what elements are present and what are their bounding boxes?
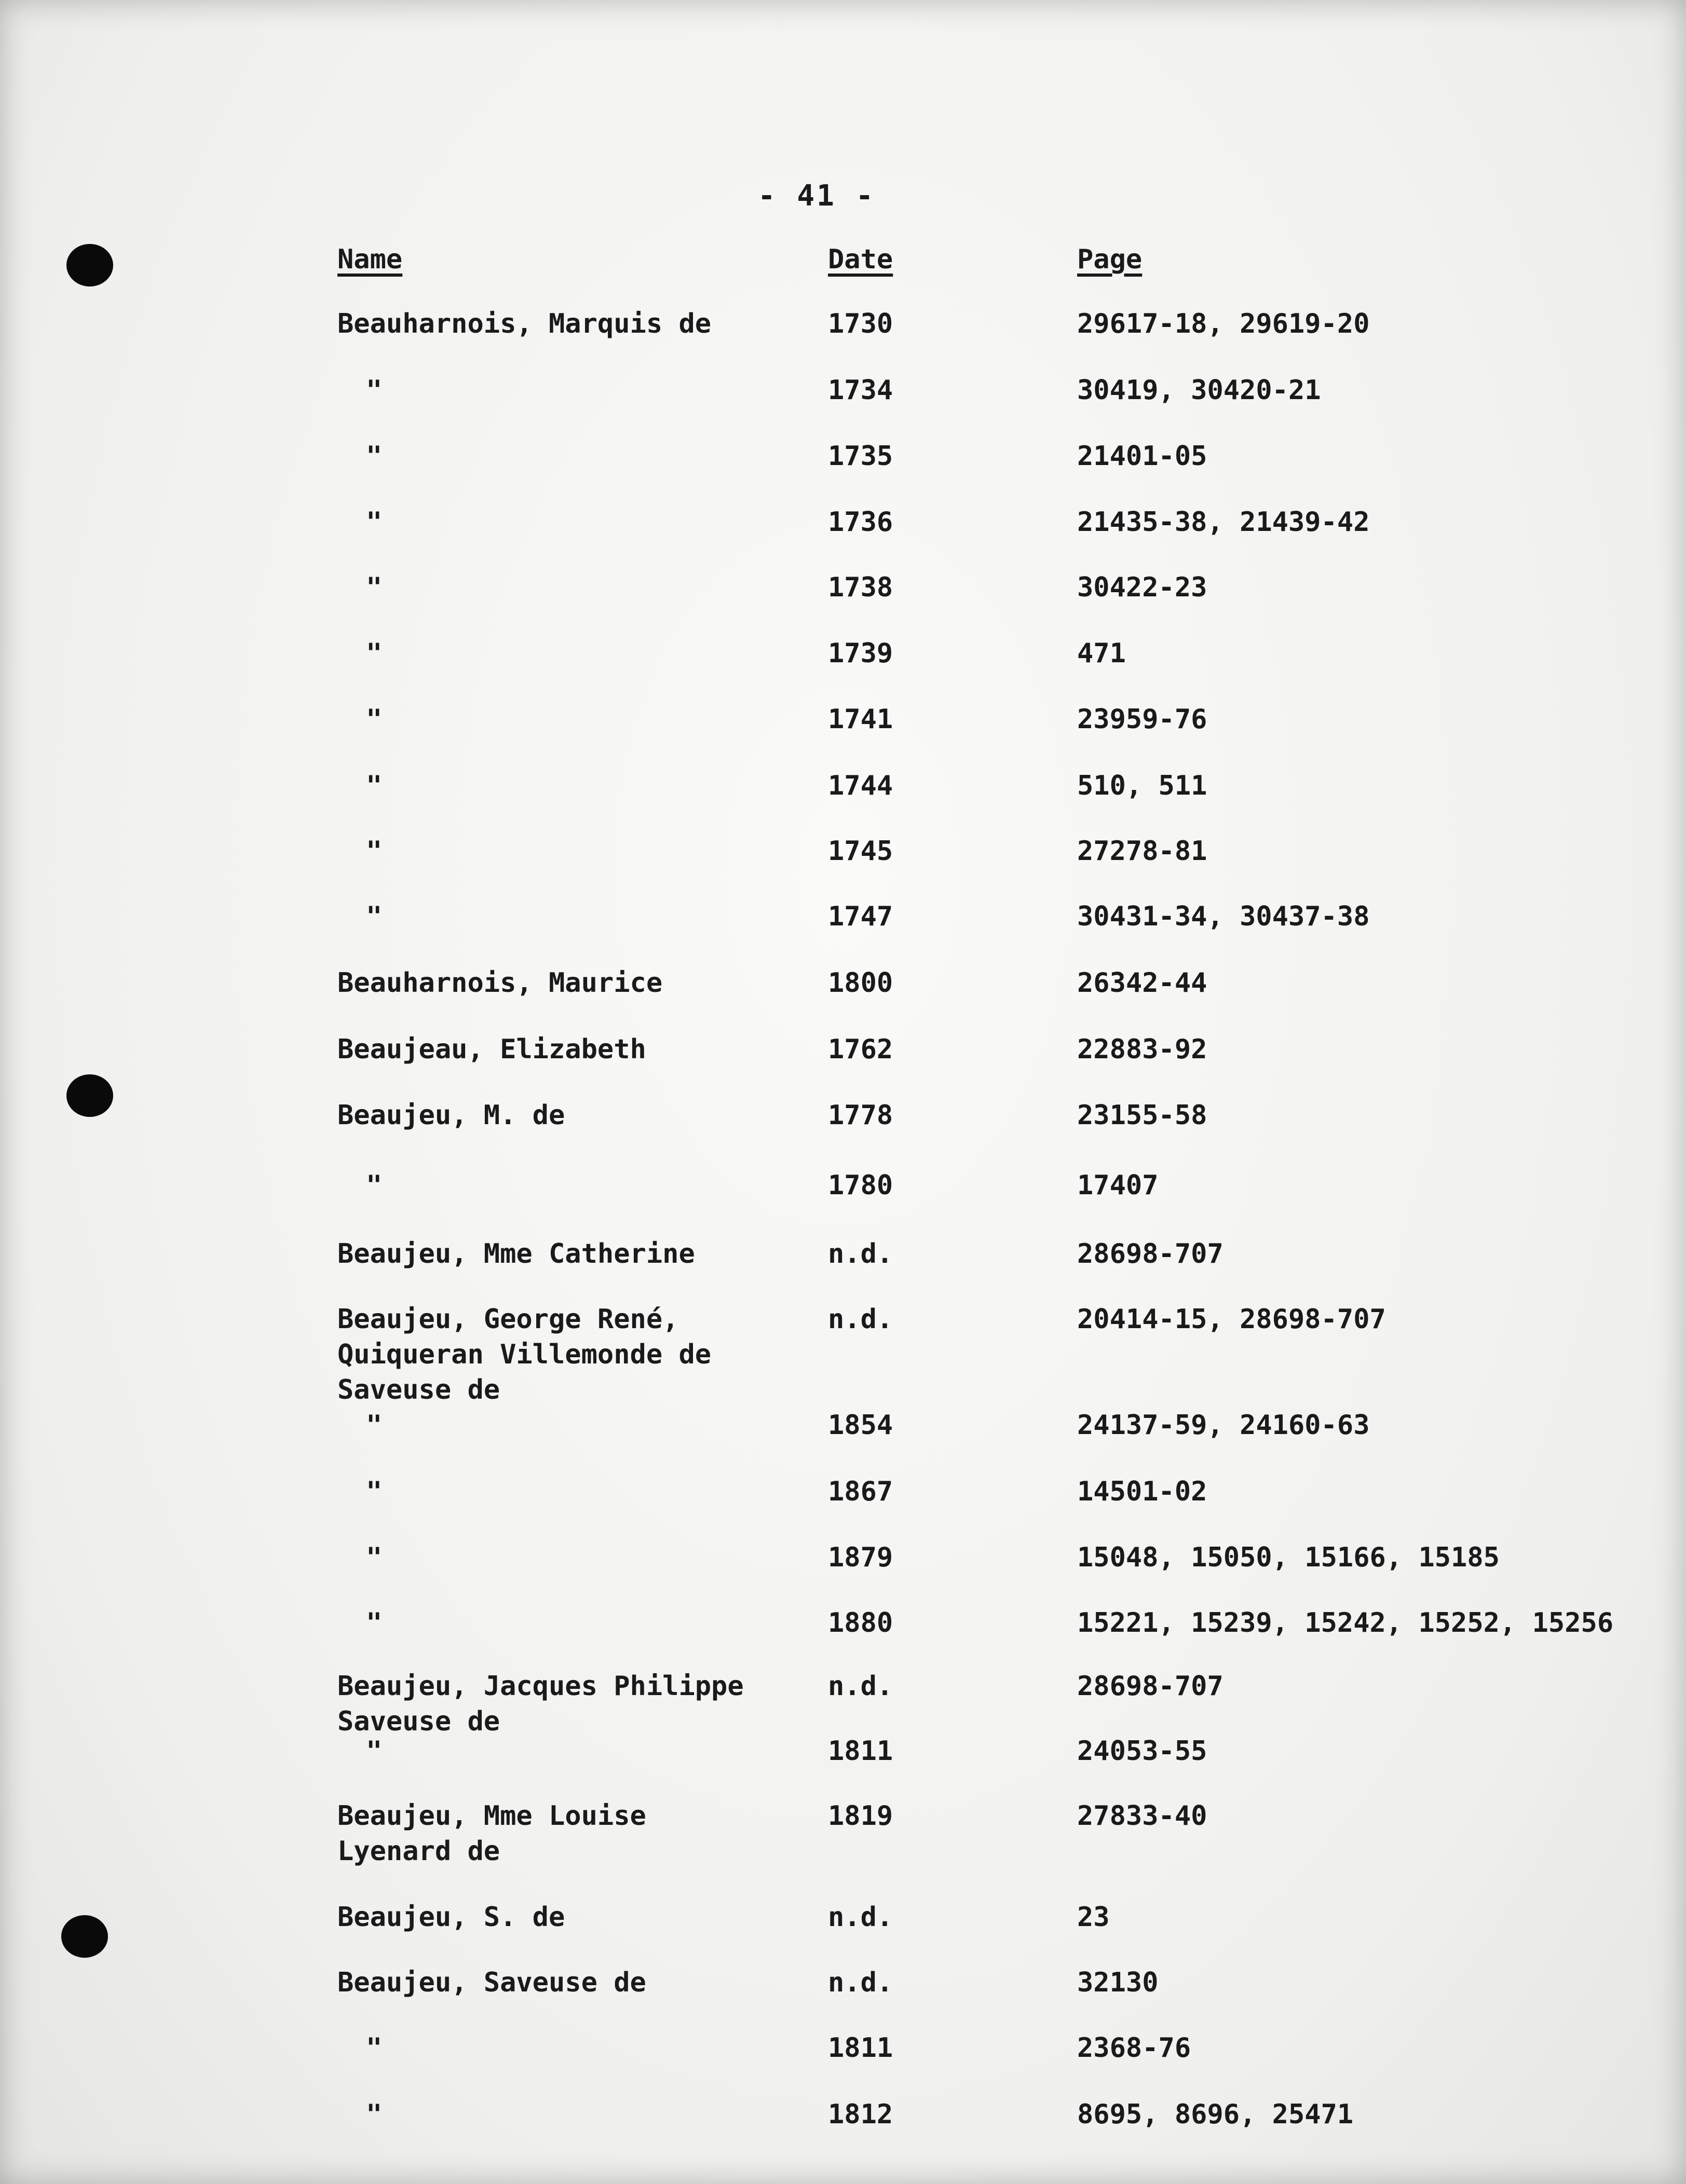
entry-name: Beaujeu, Saveuse de	[337, 1967, 646, 1998]
ditto-mark: "	[366, 2032, 383, 2064]
entry-pages: 15048, 15050, 15166, 15185	[1077, 1542, 1500, 1573]
entry-name: Beauharnois, Maurice	[337, 967, 663, 999]
entry-pages: 21401-05	[1077, 441, 1207, 472]
entry-pages: 23959-76	[1077, 704, 1207, 735]
entry-date: 1735	[828, 441, 893, 472]
entry-pages: 20414-15, 28698-707	[1077, 1304, 1386, 1335]
entry-date: 1747	[828, 901, 893, 932]
entry-date: 1867	[828, 1476, 893, 1507]
entry-date: 1730	[828, 308, 893, 339]
entry-name: Beaujeu, Jacques Philippe Saveuse de	[337, 1671, 744, 1737]
entry-date: 1745	[828, 836, 893, 867]
entry-name: Beaujeu, M. de	[337, 1100, 565, 1131]
ditto-mark: "	[366, 572, 383, 603]
column-header-page: Page	[1077, 244, 1143, 275]
entry-name: Beaujeu, S. de	[337, 1902, 565, 1933]
entry-date: 1879	[828, 1542, 893, 1573]
column-header-name: Name	[337, 244, 403, 275]
ditto-mark: "	[366, 2099, 383, 2130]
entry-date: 1819	[828, 1800, 893, 1832]
entry-pages: 26342-44	[1077, 967, 1207, 999]
entry-date: n.d.	[828, 1304, 893, 1335]
entry-pages: 22883-92	[1077, 1034, 1207, 1065]
entry-pages: 27833-40	[1077, 1800, 1207, 1832]
entry-name: Beaujeu, George René, Quiqueran Villemonde de Saveuse de	[337, 1304, 712, 1405]
entry-pages: 8695, 8696, 25471	[1077, 2099, 1354, 2130]
ditto-mark: "	[366, 770, 383, 801]
entry-date: 1734	[828, 375, 893, 406]
entry-date: n.d.	[828, 1238, 893, 1270]
entry-pages: 28698-707	[1077, 1671, 1223, 1702]
entry-date: 1739	[828, 638, 893, 669]
entry-pages: 14501-02	[1077, 1476, 1207, 1507]
ditto-mark: "	[366, 1410, 383, 1441]
entry-date: 1812	[828, 2099, 893, 2130]
ditto-mark: "	[366, 901, 383, 932]
entry-pages: 17407	[1077, 1170, 1159, 1201]
entry-date: n.d.	[828, 1967, 893, 1998]
entry-date: 1880	[828, 1607, 893, 1639]
entry-pages: 27278-81	[1077, 836, 1207, 867]
entry-date: 1800	[828, 967, 893, 999]
entry-pages: 24137-59, 24160-63	[1077, 1410, 1370, 1441]
ditto-mark: "	[366, 1542, 383, 1573]
entry-pages: 471	[1077, 638, 1126, 669]
entry-date: 1736	[828, 507, 893, 538]
entry-pages: 15221, 15239, 15242, 15252, 15256	[1077, 1607, 1614, 1639]
entry-date: n.d.	[828, 1902, 893, 1933]
entry-name: Beaujeu, Mme Louise Lyenard de	[337, 1800, 646, 1867]
ditto-mark: "	[366, 638, 383, 669]
entry-pages: 29617-18, 29619-20	[1077, 308, 1370, 339]
entry-date: 1738	[828, 572, 893, 603]
entry-pages: 23	[1077, 1902, 1110, 1933]
ditto-mark: "	[366, 441, 383, 472]
binder-hole-bottom	[61, 1915, 108, 1958]
binder-hole-top	[66, 244, 113, 286]
entry-date: 1762	[828, 1034, 893, 1065]
entry-pages: 30419, 30420-21	[1077, 375, 1321, 406]
entry-pages: 24053-55	[1077, 1736, 1207, 1767]
entry-date: 1854	[828, 1410, 893, 1441]
ditto-mark: "	[366, 1736, 383, 1767]
entry-date: 1744	[828, 770, 893, 801]
entry-date: 1811	[828, 2032, 893, 2064]
entry-date: 1741	[828, 704, 893, 735]
entry-date: 1778	[828, 1100, 893, 1131]
page-number: - 41 -	[758, 179, 876, 213]
column-header-date: Date	[828, 244, 893, 275]
ditto-mark: "	[366, 704, 383, 735]
entry-pages: 30422-23	[1077, 572, 1207, 603]
entry-pages: 510, 511	[1077, 770, 1207, 801]
entry-name: Beauharnois, Marquis de	[337, 308, 712, 339]
entry-pages: 23155-58	[1077, 1100, 1207, 1131]
entry-name: Beaujeau, Elizabeth	[337, 1034, 646, 1065]
entry-pages: 28698-707	[1077, 1238, 1223, 1270]
entry-date: 1780	[828, 1170, 893, 1201]
ditto-mark: "	[366, 1476, 383, 1507]
entry-pages: 2368-76	[1077, 2032, 1191, 2064]
entry-date: n.d.	[828, 1671, 893, 1702]
ditto-mark: "	[366, 375, 383, 406]
ditto-mark: "	[366, 836, 383, 867]
entry-pages: 30431-34, 30437-38	[1077, 901, 1370, 932]
entry-pages: 21435-38, 21439-42	[1077, 507, 1370, 538]
ditto-mark: "	[366, 1170, 383, 1201]
binder-hole-middle	[66, 1074, 113, 1117]
ditto-mark: "	[366, 1607, 383, 1639]
entry-pages: 32130	[1077, 1967, 1159, 1998]
entry-date: 1811	[828, 1736, 893, 1767]
entry-name: Beaujeu, Mme Catherine	[337, 1238, 695, 1270]
ditto-mark: "	[366, 507, 383, 538]
